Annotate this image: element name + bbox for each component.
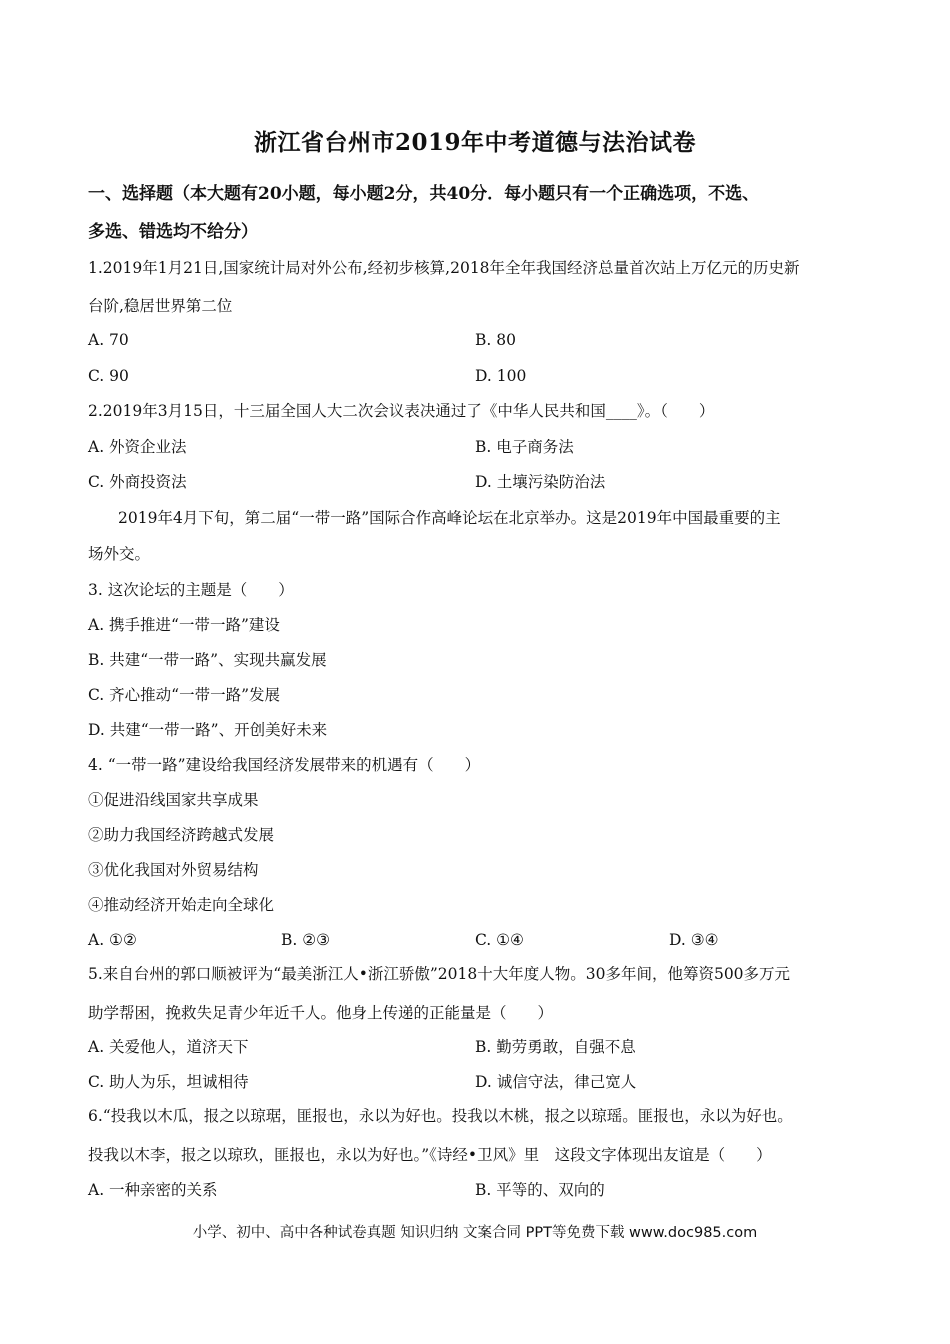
footer-download-note: 小学、初中、高中各种试卷真题 知识归纳 文案合同 PPT等免费下载 www.doc985.com	[192, 1225, 758, 1241]
q5-stem-line1: 5.来自台州的郭口顺被评为“最美浙江人•浙江骄傲”2018十大年度人物。30多年间，他筹资500多万元	[88, 965, 791, 983]
q5-option-b: B. 勤劳勇敢，自强不息	[475, 1038, 636, 1056]
section-heading-line1: 一、选择题（本大题有20小题，每小题2分，共40分．每小题只有一个正确选项，不选、	[88, 184, 760, 204]
material-line2: 场外交。	[88, 545, 151, 563]
q4-option-a: A. ①②	[88, 931, 137, 949]
q5-stem-line2: 助学帮困，挽救失足青少年近千人。他身上传递的正能量是（ ）	[88, 1004, 554, 1022]
q4-stem: 4. “一带一路”建设给我国经济发展带来的机遇有（ ）	[88, 756, 481, 774]
page-title: 浙江省台州市2019年中考道德与法治试卷	[253, 129, 696, 156]
section-heading	[88, 175, 868, 251]
q1-option-d: D. 100	[475, 367, 527, 385]
q2-stem: 2.2019年3月15日，十三届全国人大二次会议表决通过了《中华人民共和国____》。（ ）	[88, 402, 715, 420]
q6-option-a: A. 一种亲密的关系	[88, 1181, 218, 1199]
q2-option-b: B. 电子商务法	[475, 438, 574, 456]
q3-option-c: C. 齐心推动“一带一路”发展	[88, 686, 281, 704]
q3-option-d: D. 共建“一带一路”、开创美好未来	[88, 721, 328, 739]
q4-statement-3: ③优化我国对外贸易结构	[88, 861, 259, 879]
q1-option-c: C. 90	[88, 367, 129, 385]
q4-option-c: C. ①④	[475, 931, 524, 949]
q6-option-b: B. 平等的、双向的	[475, 1181, 605, 1199]
q2-option-c: C. 外商投资法	[88, 473, 187, 491]
q3-option-b: B. 共建“一带一路”、实现共赢发展	[88, 651, 327, 669]
q2-option-a: A. 外资企业法	[88, 438, 187, 456]
q4-option-b: B. ②③	[281, 931, 331, 949]
q1-stem-line1: 1.2019年1月21日,国家统计局对外公布,经初步核算,2018年全年我国经济总量首次站上万亿元的历史新	[88, 259, 800, 277]
q5-option-c: C. 助人为乐，坦诚相待	[88, 1073, 249, 1091]
section-heading-line2: 多选、错选均不给分）	[88, 222, 258, 242]
q5-option-d: D. 诚信守法，律己宽人	[475, 1073, 637, 1091]
material-line1: 2019年4月下旬，第二届“一带一路”国际合作高峰论坛在北京举办。这是2019年中国最重要的主	[118, 509, 781, 527]
q1-option-a: A. 70	[88, 331, 129, 349]
q1-option-b: B. 80	[475, 331, 516, 349]
q1-stem-line2: 台阶,稳居世界第二位	[88, 297, 233, 315]
q3-stem: 3. 这次论坛的主题是（ ）	[88, 581, 294, 599]
q5-option-a: A. 关爱他人，道济天下	[88, 1038, 249, 1056]
q4-option-d: D. ③④	[669, 931, 719, 949]
q6-stem-line1: 6.“投我以木瓜，报之以琼琚，匪报也，永以为好也。投我以木桃，报之以琼瑶。匪报也，永以为好也。	[88, 1107, 793, 1125]
q4-statement-1: ①促进沿线国家共享成果	[88, 791, 259, 809]
q2-option-d: D. 土壤污染防治法	[475, 473, 606, 491]
q4-statement-2: ②助力我国经济跨越式发展	[88, 826, 275, 844]
q6-stem-line2: 投我以木李，报之以琼玖，匪报也，永以为好也。”《诗经•卫风》里 这段文字体现出友谊是（ ）	[88, 1146, 772, 1164]
q4-statement-4: ④推动经济开始走向全球化	[88, 896, 275, 914]
q3-option-a: A. 携手推进“一带一路”建设	[88, 616, 280, 634]
